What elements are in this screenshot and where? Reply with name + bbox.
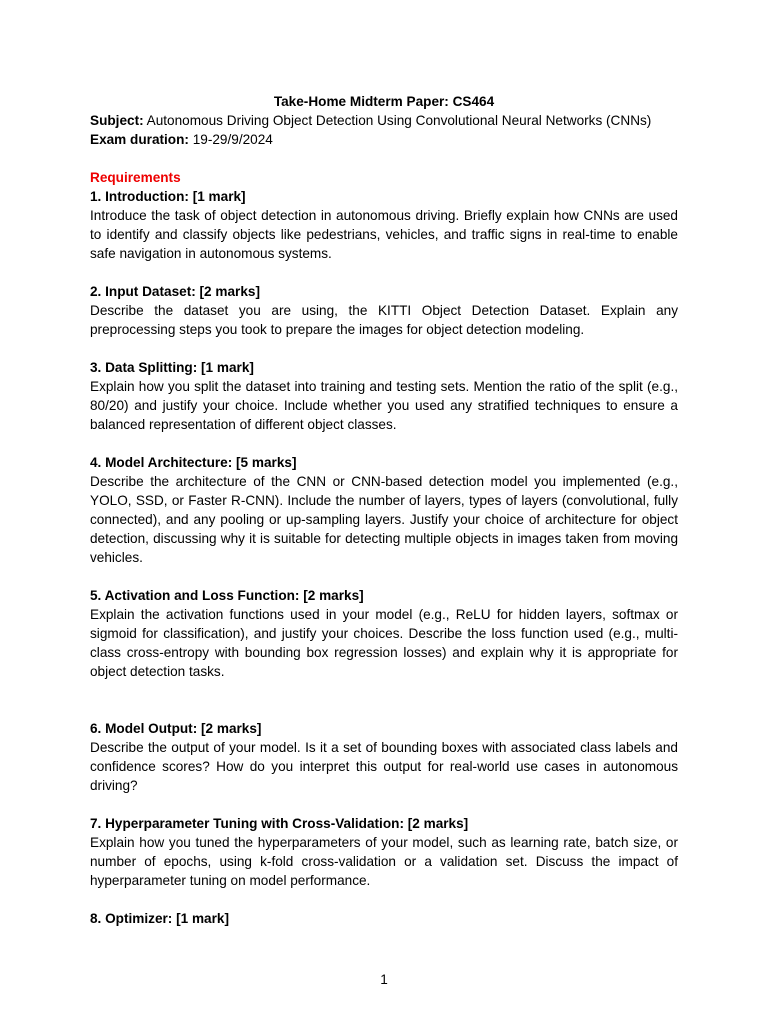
section-body: Explain how you split the dataset into training and testing sets. Mention the ratio of the split (e.g., 80/20) and justify your choice. Include whether you used any stratified techniques to ensure a balanced representation of different object classes. bbox=[90, 379, 678, 432]
subject-label: Subject: bbox=[90, 113, 144, 128]
subject-value: Autonomous Driving Object Detection Using Convolutional Neural Networks (CNNs) bbox=[143, 113, 652, 128]
section-body: Explain the activation functions used in your model (e.g., ReLU for hidden layers, softmax or sigmoid for classification), and justify your choices. Describe the loss function used (e.g., multi-class cross-entropy with bounding box regression losses) and explain why it is appropriate for object detection tasks. bbox=[90, 607, 678, 679]
section-body: Explain how you tuned the hyperparameters of your model, such as learning rate, batch size, or number of epochs, using k-fold cross-validation or a validation set. Discuss the impact of hyperparameter tuning on model performance. bbox=[90, 835, 678, 888]
section-body: Describe the output of your model. Is it a set of bounding boxes with associated class labels and confidence scores? How do you interpret this output for real-world use cases in autonomous driving? bbox=[90, 740, 678, 793]
section-optimizer bbox=[90, 909, 678, 928]
section-activation-loss bbox=[90, 586, 678, 681]
section-model-output bbox=[90, 719, 678, 795]
section-introduction bbox=[90, 187, 678, 263]
document-title: Take-Home Midterm Paper: CS464 bbox=[273, 94, 495, 109]
section-hyperparameter-tuning bbox=[90, 814, 678, 890]
page-number: 1 bbox=[380, 972, 388, 987]
section-model-architecture bbox=[90, 453, 678, 567]
section-input-dataset bbox=[90, 282, 678, 339]
section-heading: 4. Model Architecture: [5 marks] bbox=[90, 455, 297, 470]
section-heading: 1. Introduction: [1 mark] bbox=[90, 189, 246, 204]
duration-label: Exam duration: bbox=[90, 132, 189, 147]
section-heading: 3. Data Splitting: [1 mark] bbox=[90, 360, 254, 375]
section-heading: 8. Optimizer: [1 mark] bbox=[90, 911, 229, 926]
subject-line bbox=[90, 111, 678, 130]
requirements-heading: Requirements bbox=[90, 170, 181, 185]
section-body: Introduce the task of object detection in autonomous driving. Briefly explain how CNNs are used to identify and classify objects like pedestrians, vehicles, and traffic signs in real-time to enable safe navigation in autonomous systems. bbox=[90, 208, 678, 261]
section-heading: 7. Hyperparameter Tuning with Cross-Validation: [2 marks] bbox=[90, 816, 469, 831]
section-heading: 5. Activation and Loss Function: [2 marks] bbox=[90, 588, 364, 603]
section-heading: 6. Model Output: [2 marks] bbox=[90, 721, 262, 736]
section-body: Describe the architecture of the CNN or CNN-based detection model you implemented (e.g., YOLO, SSD, or Faster R-CNN). Include the number of layers, types of layers (convolutional, fully connected), and any pooling or up-sampling layers. Justify your choice of architecture for object detection, discussing why it is suitable for detecting multiple objects in images taken from moving vehicles. bbox=[90, 474, 678, 565]
section-heading: 2. Input Dataset: [2 marks] bbox=[90, 284, 260, 299]
document-page bbox=[90, 92, 678, 928]
duration-value: 19-29/9/2024 bbox=[188, 132, 273, 147]
section-data-splitting bbox=[90, 358, 678, 434]
section-body: Describe the dataset you are using, the KITTI Object Detection Dataset. Explain any preprocessing steps you took to prepare the images for object detection modeling. bbox=[90, 303, 678, 337]
duration-line bbox=[90, 130, 678, 149]
